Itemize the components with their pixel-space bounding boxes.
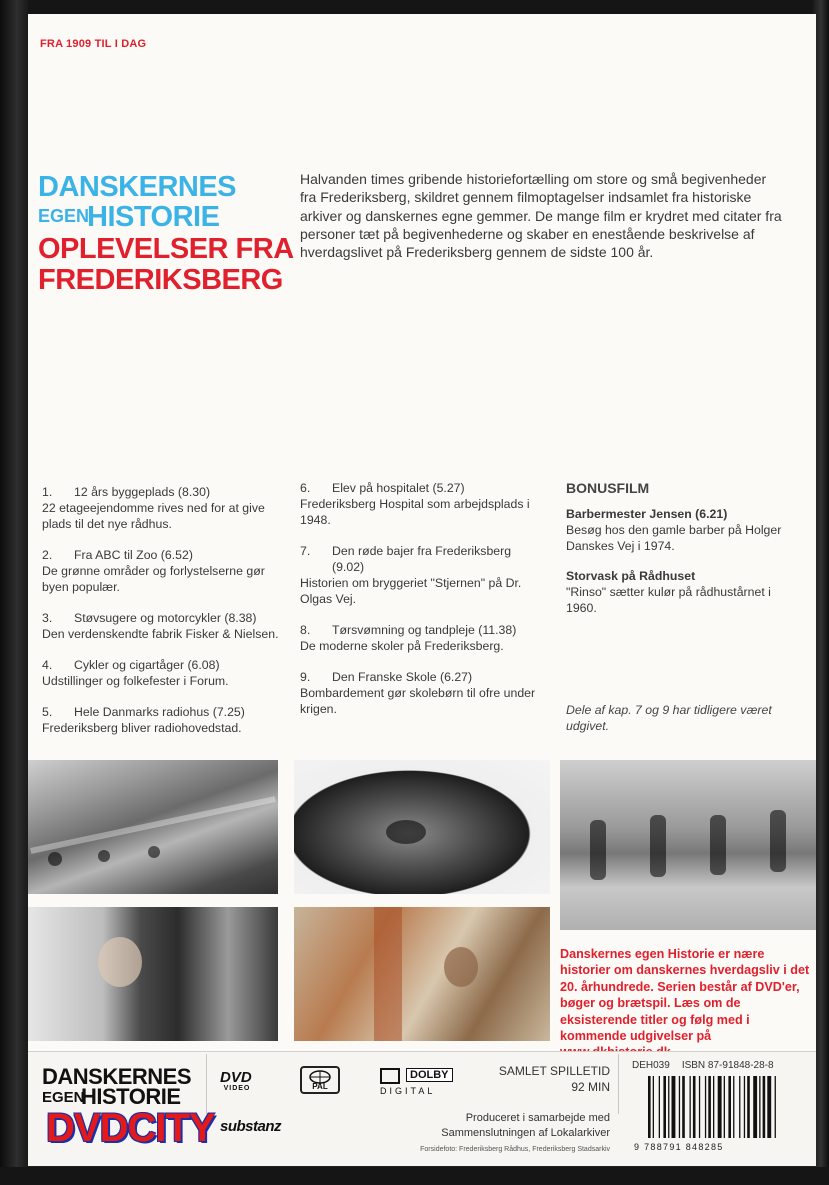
barcode-bar	[705, 1076, 706, 1138]
dolby-icon	[380, 1068, 400, 1084]
catalog-number: DEH039	[632, 1060, 670, 1071]
chapter-desc: Udstillinger og folkefester i Forum.	[42, 674, 229, 688]
barcode	[648, 1076, 798, 1138]
chapter-desc: Bombardement gør skolebørn til ofre under krigen.	[300, 686, 536, 716]
bottom-logo-historie: HISTORIE	[81, 1084, 181, 1109]
chapter-desc: Frederiksberg Hospital som arbejdsplads i 1948.	[300, 497, 530, 527]
chapter-number: 9.	[300, 670, 311, 684]
divider	[206, 1054, 207, 1114]
chapter-title: Cykler og cigartåger (6.08)	[74, 658, 220, 672]
case-edge-bottom	[0, 1167, 829, 1185]
barcode-bar	[733, 1076, 734, 1138]
isbn-line	[632, 1060, 786, 1071]
production-credit	[378, 1111, 610, 1141]
barcode-bar	[682, 1076, 685, 1138]
production-line1: Produceret i samarbejde med	[465, 1112, 610, 1124]
chapter-item	[42, 547, 287, 595]
barcode-bar	[753, 1076, 757, 1138]
chapter-item	[42, 484, 287, 532]
dvd-label: DVD	[220, 1069, 252, 1086]
logo-egen: EGEN	[38, 206, 90, 226]
bonus-heading: BONUSFILM	[566, 480, 650, 496]
dvd-video-logo	[220, 1070, 264, 1092]
chapter-item	[300, 480, 540, 528]
chapter-desc: Den verdenskendte fabrik Fisker & Nielsen.	[42, 627, 279, 641]
subtitle-line2: FREDERIKSBERG	[38, 264, 283, 296]
barcode-bar	[763, 1076, 766, 1138]
runtime-label: SAMLET SPILLETID	[498, 1064, 610, 1078]
barcode-bar	[767, 1076, 771, 1138]
chapter-number: 3.	[42, 611, 53, 625]
barcode-bar	[653, 1076, 654, 1138]
dolby-label: DOLBY	[406, 1068, 453, 1082]
chapter-desc: 22 etageejendomme rives ned for at give plads til det nye rådhus.	[42, 501, 265, 531]
barcode-number: 9 788791 848285	[634, 1142, 724, 1152]
barcode-bar	[668, 1076, 669, 1138]
isbn-number: ISBN 87-91848-28-8	[681, 1060, 774, 1071]
chapter-title: 12 års byggeplads (8.30)	[74, 485, 211, 499]
case-edge-top	[0, 0, 829, 14]
chapter-number: 7.	[300, 544, 311, 558]
chapter-desc: Historien om bryggeriet "Stjernen" på Dr. Olgas Vej.	[300, 576, 522, 606]
chapter-title: Den Franske Skole (6.27)	[332, 670, 473, 684]
chapter-item	[300, 622, 540, 654]
subtitle-line1: OPLEVELSER FRA	[38, 233, 294, 265]
barcode-bar	[724, 1076, 725, 1138]
dolby-digital-logo	[380, 1068, 456, 1096]
barcode-bar	[775, 1076, 776, 1138]
chapter-number: 2.	[42, 548, 53, 562]
intro-text: Halvanden times gribende historiefortælling om store og små begivenheder fra Frederiksberg, skildret gennem filmoptagelser indsamlet fra historiske arkiver og danskernes egne gemmer. De mange film er krydret med citater fra personer tæt på begivenhederne og skaber en enestående beskrivelse af hverdagslivet på Frederiksberg gennem de sidste 100 år.	[300, 171, 782, 261]
dolby-digital-label: DIGITAL	[380, 1086, 436, 1096]
dvd-sub-label: VIDEO	[223, 1085, 251, 1092]
barber-photo	[294, 907, 550, 1041]
barcode-bar	[713, 1076, 714, 1138]
barcode-bar	[744, 1076, 745, 1138]
top-tag: FRA 1909 TIL I DAG	[40, 38, 147, 50]
bonus-item	[566, 568, 801, 616]
chapter-number: 6.	[300, 481, 311, 495]
chapter-number: 8.	[300, 623, 311, 637]
chapter-item	[42, 704, 287, 736]
pal-logo	[300, 1066, 340, 1094]
runtime-value: 92 MIN	[571, 1080, 610, 1094]
barcode-bar	[708, 1076, 711, 1138]
barcode-bar	[679, 1076, 680, 1138]
chapter-title: Fra ABC til Zoo (6.52)	[74, 548, 193, 562]
bottom-logo-egen: EGEN	[42, 1089, 85, 1106]
photo-credit: Forsidefoto: Frederiksberg Rådhus, Frederiksberg Stadsarkiv	[420, 1146, 610, 1153]
bonus-item	[566, 506, 801, 554]
barcode-bar	[648, 1076, 651, 1138]
chapter-title: Den røde bajer fra Frederiksberg (9.02)	[332, 544, 512, 574]
chapter-number: 1.	[42, 485, 53, 499]
runtime	[478, 1063, 610, 1095]
radio-photo	[28, 907, 278, 1041]
barcode-bar	[728, 1076, 731, 1138]
back-cover	[28, 14, 816, 1166]
bonus-section	[566, 480, 801, 630]
bonus-title: Storvask på Rådhuset	[566, 569, 696, 583]
velodrome-photo	[28, 760, 278, 894]
barcode-bar	[739, 1076, 740, 1138]
chapter-number: 5.	[42, 705, 53, 719]
chapter-list-col1	[42, 484, 287, 751]
barcode-bar	[690, 1076, 691, 1138]
barcode-bar	[693, 1076, 696, 1138]
chapter-desc: De grønne områder og forlystelserne gør byen populær.	[42, 564, 265, 594]
pal-label: PAL	[312, 1082, 328, 1091]
barcode-bar	[759, 1076, 760, 1138]
bonus-desc: Besøg hos den gamle barber på Holger Danskes Vej i 1974.	[566, 523, 782, 553]
chapter-item	[42, 657, 287, 689]
chapter-title: Støvsugere og motorcykler (8.38)	[74, 611, 257, 625]
logo-historie: HISTORIE	[87, 201, 220, 233]
bottom-logo-danskernes: DANSKERNES	[42, 1064, 192, 1089]
chapter-item	[300, 669, 540, 717]
barcode-bar	[663, 1076, 666, 1138]
dvdcity-watermark: DVDCITY	[46, 1106, 215, 1150]
divider	[618, 1054, 619, 1114]
barcode-bar	[747, 1076, 750, 1138]
chapter-item	[300, 543, 540, 607]
barcode-bar	[699, 1076, 700, 1138]
chapter-list-col2	[300, 480, 540, 732]
promo-text: Danskernes egen Historie er nære historier om danskernes hverdagsliv i det 20. århundrede. Serien består af DVD'er, bøger og brætspil. Læs om de eksisterende titler og følg med i kommende udgivelser på	[560, 947, 810, 1044]
chapter-desc: Frederiksberg bliver radiohovedstad.	[42, 721, 242, 735]
barcode-bar	[718, 1076, 722, 1138]
publisher-logo: substanz	[220, 1118, 282, 1135]
bonus-title: Barbermester Jensen (6.21)	[566, 507, 728, 521]
case-edge-left	[0, 0, 28, 1185]
chapter-title: Tørsvømning og tandpleje (11.38)	[332, 623, 517, 637]
gymnastics-photo	[560, 760, 816, 930]
chapter-item	[42, 610, 287, 642]
chapter-desc: De moderne skoler på Frederiksberg.	[300, 639, 504, 653]
chapter-title: Hele Danmarks radiohus (7.25)	[74, 705, 245, 719]
chapter-number: 4.	[42, 658, 53, 672]
chapter-title: Elev på hospitalet (5.27)	[332, 481, 465, 495]
barcode-bar	[672, 1076, 676, 1138]
production-line2: Sammenslutningen af Lokalarkiver	[441, 1127, 610, 1139]
logo-danskernes: DANSKERNES	[38, 171, 237, 203]
bonus-desc: "Rinso" sætter kulør på rådhustårnet i 1960.	[566, 585, 771, 615]
release-note: Dele af kap. 7 og 9 har tidligere været udgivet.	[566, 703, 772, 733]
barcode-bar	[659, 1076, 660, 1138]
dentist-photo	[294, 760, 550, 894]
